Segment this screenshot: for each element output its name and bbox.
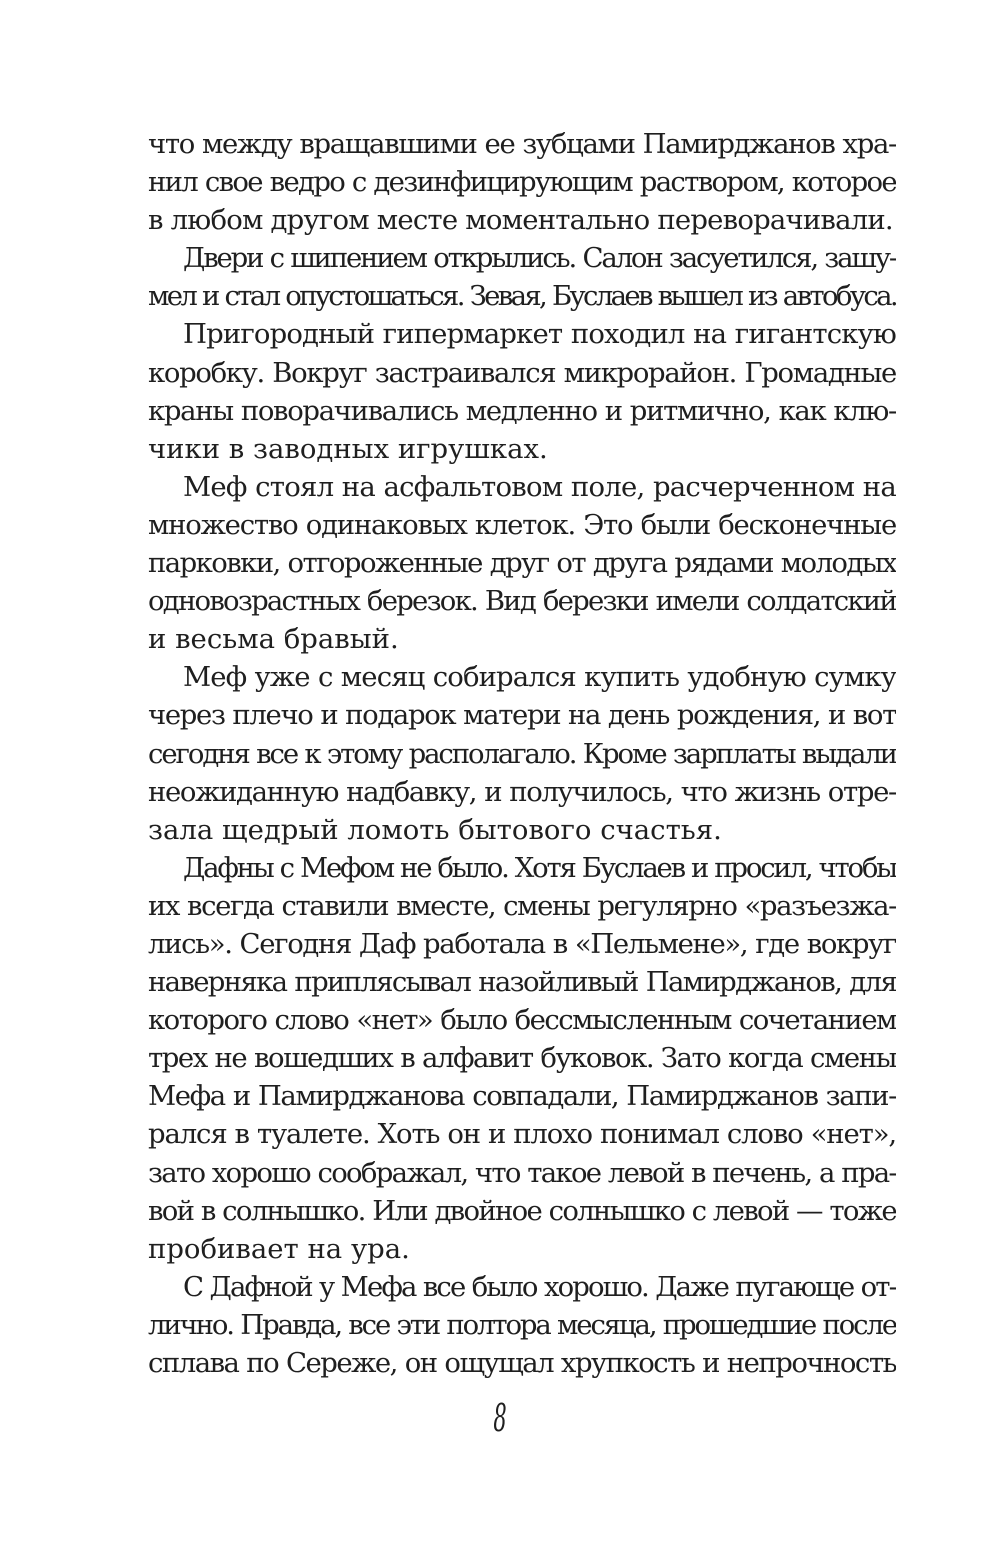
- text-line: трех не вошедших в алфавит буковок. Зато когда смены: [148, 1042, 896, 1075]
- body-text: [148, 125, 896, 1382]
- text-line: Меф стоял на асфальтовом поле, расчерченном на: [183, 470, 896, 503]
- text-line: С Дафной у Мефа все было хорошо. Даже пугающе от-: [183, 1270, 896, 1303]
- text-line: Мефа и Памирджанова совпадали, Памирджанов запи-: [148, 1080, 896, 1113]
- text-line: лись». Сегодня Даф работала в «Пельмене», где вокруг: [148, 927, 896, 960]
- text-line: лично. Правда, все эти полтора месяца, прошедшие после: [148, 1308, 896, 1341]
- text-line: нил свое ведро с дезинфицирующим раствором, которое: [148, 166, 896, 199]
- text-line: в любом другом месте моментально переворачивали.: [148, 204, 893, 237]
- text-line: рался в туалете. Хоть он и плохо понимал слово «нет»,: [148, 1118, 896, 1151]
- text-line: что между вращавшими ее зубцами Памирджанов хра-: [148, 128, 896, 160]
- text-line: наверняка приплясывал назойливый Памирджанов, для: [148, 966, 896, 999]
- text-line: чики в заводных игрушках.: [148, 432, 548, 465]
- text-line: которого слово «нет» было бессмысленным сочетанием: [148, 1004, 896, 1037]
- text-line: множество одинаковых клеток. Это были бесконечные: [148, 508, 896, 541]
- text-line: Двери с шипением открылись. Салон засуетился, зашу-: [183, 242, 896, 275]
- text-line: вой в солнышко. Или двойное солнышко с левой — тоже: [148, 1194, 896, 1227]
- text-line: сегодня все к этому располагало. Кроме зарплаты выдали: [148, 737, 896, 770]
- text-line: мел и стал опустошаться. Зевая, Буслаев вышел из автобуса.: [148, 280, 896, 313]
- text-line: Меф уже с месяц собирался купить удобную сумку: [183, 661, 896, 694]
- text-line: Пригородный гипермаркет походил на гигантскую: [183, 318, 896, 351]
- text-line: одновозрастных березок. Вид березки имели солдатский: [148, 585, 896, 618]
- text-line: неожиданную надбавку, и получилось, что жизнь отре-: [148, 775, 896, 808]
- text-line: через плечо и подарок матери на день рождения, и вот: [148, 699, 896, 732]
- text-line: Дафны с Мефом не было. Хотя Буслаев и просил, чтобы: [183, 851, 896, 884]
- text-line: зато хорошо соображал, что такое левой в печень, а пра-: [148, 1156, 896, 1189]
- text-line: и весьма бравый.: [148, 623, 399, 656]
- text-line: краны поворачивались медленно и ритмично, как клю-: [148, 394, 896, 427]
- text-line: коробку. Вокруг застраивался микрорайон. Громадные: [148, 356, 896, 389]
- text-line: парковки, отгороженные друг от друга рядами молодых: [148, 547, 896, 580]
- text-line: зала щедрый ломоть бытового счастья.: [148, 813, 722, 846]
- text-line: пробивает на ура.: [148, 1232, 410, 1265]
- text-line: их всегда ставили вместе, смены регулярно «разъезжа-: [148, 889, 896, 922]
- page-number: 8: [493, 1396, 507, 1440]
- text-line: сплава по Сереже, он ощущал хрупкость и непрочность: [148, 1347, 896, 1379]
